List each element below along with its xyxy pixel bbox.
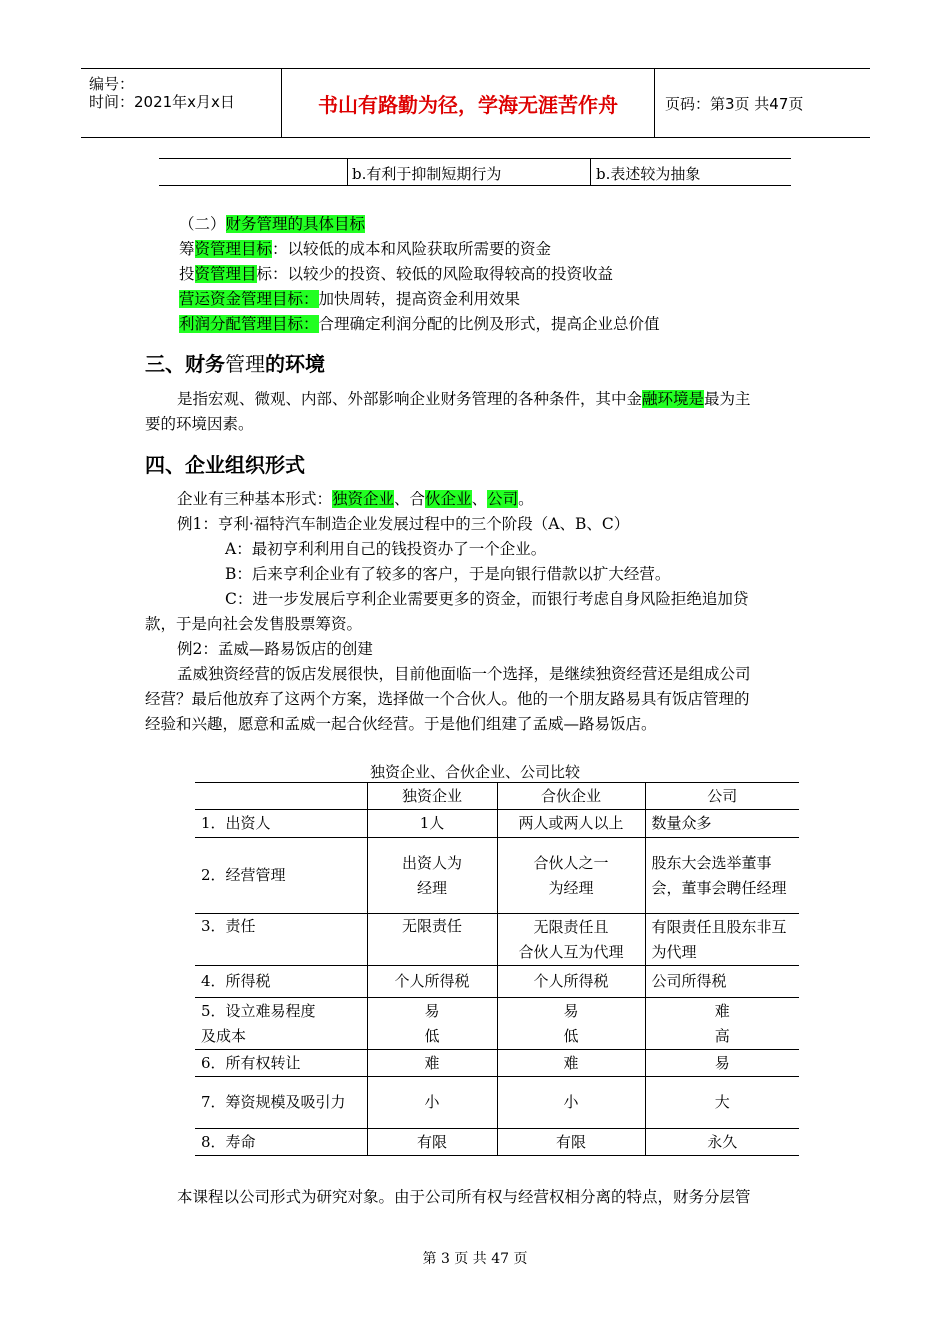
fragment-cell: b.表述较为抽象 bbox=[596, 165, 701, 183]
paragraph-line: A：最初亨利利用自己的钱投资办了一个企业。 bbox=[225, 540, 547, 558]
table-cell: 个人所得税 bbox=[367, 966, 497, 998]
row-label: 8．寿命 bbox=[195, 1129, 367, 1156]
header-motto: 书山有路勤为径，学海无涯苦作舟 bbox=[282, 69, 655, 137]
text: ：以较低的成本和风险获取所需要的资金 bbox=[272, 240, 552, 258]
table-header-row bbox=[195, 783, 799, 810]
goal-item bbox=[179, 287, 520, 309]
row-label: 5．设立难易程度 及成本 bbox=[195, 998, 367, 1050]
table-cell: 出资人为 经理 bbox=[367, 838, 497, 914]
text: 是指宏观、微观、内部、外部影响企业财务管理的各种条件，其中金 bbox=[177, 390, 643, 408]
table-cell: 个人所得税 bbox=[497, 966, 645, 998]
section-3-title bbox=[145, 348, 325, 377]
title-part: 的环境 bbox=[265, 352, 325, 376]
row-label: 1．出资人 bbox=[195, 810, 367, 838]
paragraph-line: 孟威独资经营的饭店发展很快，目前他面临一个选择，是继续独资经营还是组成公司 bbox=[177, 665, 751, 683]
row-label: 2．经营管理 bbox=[195, 838, 367, 914]
table-cell: 有限 bbox=[367, 1129, 497, 1156]
header-meta bbox=[81, 69, 282, 137]
heading-prefix: （二） bbox=[179, 215, 226, 233]
highlight: 营运资金管理目标： bbox=[179, 290, 319, 308]
header-page-info bbox=[655, 69, 870, 137]
fragment-cell: b.有利于抑制短期行为 bbox=[352, 165, 502, 183]
paragraph-line bbox=[177, 487, 534, 509]
row-label: 3．责任 bbox=[195, 914, 367, 966]
page-info-text: 页码：第3页 共47页 bbox=[665, 94, 804, 113]
table-row bbox=[195, 998, 799, 1050]
table-cell: 1人 bbox=[367, 810, 497, 838]
fragment-table-row bbox=[159, 158, 791, 186]
table-row bbox=[195, 1050, 799, 1077]
text: 、 bbox=[471, 490, 488, 508]
doc-number-label: 编号： bbox=[89, 75, 135, 93]
example-title: 例2：孟威—路易饭店的创建 bbox=[177, 640, 373, 658]
highlight: 伙企业 bbox=[425, 490, 472, 508]
cell-divider bbox=[347, 159, 348, 185]
highlight: 独资企业 bbox=[332, 490, 395, 508]
table-row bbox=[195, 1077, 799, 1129]
table-caption: 独资企业、合伙企业、公司比较 bbox=[369, 763, 580, 781]
table-cell: 有限责任且股东非互为代理 bbox=[645, 914, 799, 966]
doc-date: 时间：2021年x月x日 bbox=[89, 93, 235, 111]
table-cell: 易 低 bbox=[367, 998, 497, 1050]
table-cell: 难 bbox=[497, 1050, 645, 1077]
paragraph-line: C：进一步发展后亨利企业需要更多的资金，而银行考虑自身风险拒绝追加贷 bbox=[225, 590, 749, 608]
table-cell: 大 bbox=[645, 1077, 799, 1129]
header-cell bbox=[195, 783, 367, 810]
table-cell: 无限责任 bbox=[367, 914, 497, 966]
goal-item bbox=[179, 312, 660, 334]
table-cell: 难 bbox=[367, 1050, 497, 1077]
text: 企业有三种基本形式： bbox=[177, 490, 333, 508]
table-cell: 股东大会选举董事会，董事会聘任经理 bbox=[645, 838, 799, 914]
text: 筹 bbox=[179, 240, 195, 258]
text: 合理确定利润分配的比例及形式，提高企业总价值 bbox=[318, 315, 660, 333]
row-label: 4．所得税 bbox=[195, 966, 367, 998]
table-cell: 有限 bbox=[497, 1129, 645, 1156]
table-cell: 数量众多 bbox=[645, 810, 799, 838]
paragraph-line: 款，于是向社会发售股票筹资。 bbox=[145, 615, 363, 633]
table-cell: 易 低 bbox=[497, 998, 645, 1050]
row-label: 6．所有权转让 bbox=[195, 1050, 367, 1077]
page-footer: 第 3 页 共 47 页 bbox=[422, 1251, 528, 1267]
table-row bbox=[195, 810, 799, 838]
table-row bbox=[195, 914, 799, 966]
paragraph-line: 经验和兴趣，愿意和孟威一起合伙经营。于是他们组建了孟威—路易饭店。 bbox=[145, 715, 657, 733]
example-title: 例1：亨利·福特汽车制造企业发展过程中的三个阶段（A、B、C） bbox=[177, 515, 630, 533]
table-cell: 永久 bbox=[645, 1129, 799, 1156]
header-cell: 合伙企业 bbox=[497, 783, 645, 810]
table-cell: 小 bbox=[367, 1077, 497, 1129]
table-cell: 公司所得税 bbox=[645, 966, 799, 998]
highlight: 融环境是 bbox=[642, 390, 705, 408]
highlight: 利润分配管理目标： bbox=[179, 315, 319, 333]
table-cell: 无限责任且 合伙人互为代理 bbox=[497, 914, 645, 966]
paragraph-line: 经营？最后他放弃了这两个方案，选择做一个合伙人。他的一个朋友路易具有饭店管理的 bbox=[145, 690, 750, 708]
table-cell: 两人或两人以上 bbox=[497, 810, 645, 838]
closing-paragraph: 本课程以公司形式为研究对象。由于公司所有权与经营权相分离的特点，财务分层管 bbox=[177, 1188, 751, 1206]
text: 。 bbox=[518, 490, 534, 508]
table-cell: 小 bbox=[497, 1077, 645, 1129]
table-row bbox=[195, 1129, 799, 1156]
table-cell: 合伙人之一 为经理 bbox=[497, 838, 645, 914]
cell-divider bbox=[590, 159, 591, 185]
text: 标：以较少的投资、较低的风险取得较高的投资收益 bbox=[256, 265, 614, 283]
comparison-table bbox=[195, 782, 799, 1156]
paragraph-line: B：后来亨利企业有了较多的客户，于是向银行借款以扩大经营。 bbox=[225, 565, 671, 583]
table-cell: 易 bbox=[645, 1050, 799, 1077]
row-label: 7．筹资规模及吸引力 bbox=[195, 1077, 367, 1129]
text: 加快周转，提高资金利用效果 bbox=[318, 290, 521, 308]
highlight: 公司 bbox=[487, 490, 519, 508]
page-header bbox=[81, 68, 870, 138]
paragraph-line bbox=[177, 387, 751, 409]
section-4-title: 四、企业组织形式 bbox=[145, 453, 305, 477]
title-part: 管理 bbox=[225, 352, 265, 376]
goal-item bbox=[179, 262, 613, 284]
text: 投 bbox=[179, 265, 195, 283]
highlight: 资管理目 bbox=[194, 265, 257, 283]
table-row bbox=[195, 966, 799, 998]
highlight: 资管理目标 bbox=[194, 240, 273, 258]
goal-item bbox=[179, 237, 551, 259]
header-cell: 独资企业 bbox=[367, 783, 497, 810]
text: 、合 bbox=[394, 490, 426, 508]
table-row bbox=[195, 838, 799, 914]
text: 最为主 bbox=[704, 390, 751, 408]
title-part: 三、财务 bbox=[145, 352, 225, 376]
paragraph-line: 要的环境因素。 bbox=[145, 415, 254, 433]
subsection-heading bbox=[179, 212, 365, 234]
header-cell: 公司 bbox=[645, 783, 799, 810]
heading-highlight: 财务管理的具体目标 bbox=[225, 215, 366, 233]
table-cell: 难 高 bbox=[645, 998, 799, 1050]
